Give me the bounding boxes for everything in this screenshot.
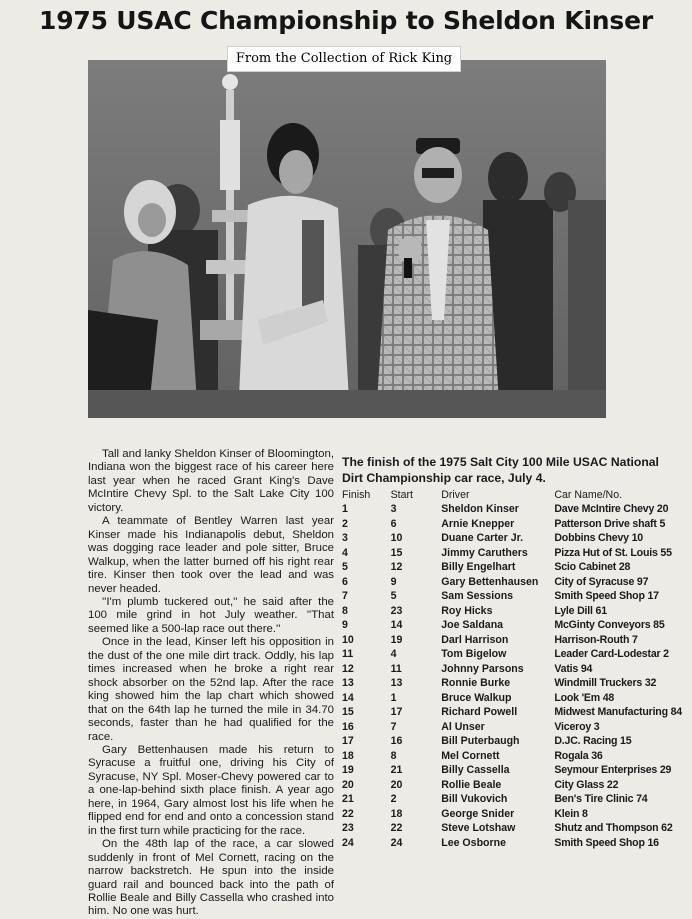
car-name: Lyle Dill 61 [554, 604, 607, 617]
article-paragraph: ''I'm plumb tuckered out,'' he said after the 100 mile grind in hot July weather. ''That seemed like a 500-lap race out there.'' [88, 595, 334, 635]
driver-name: Duane Carter Jr. [441, 532, 524, 545]
finish-position: 19 [342, 764, 354, 777]
driver-name: Rollie Beale [441, 778, 502, 791]
results-table-body [342, 502, 682, 850]
table-row [342, 821, 682, 836]
driver-name: Billy Cassella [441, 764, 510, 777]
car-name: Leader Card-Lodestar 2 [554, 648, 669, 661]
start-position: 20 [390, 778, 403, 791]
start-position: 21 [390, 764, 403, 777]
table-row [342, 647, 682, 662]
victory-lane-photo [88, 60, 606, 418]
start-position: 24 [390, 836, 403, 849]
start-position: 8 [390, 749, 397, 762]
start-position: 19 [390, 633, 403, 646]
finish-position: 20 [342, 778, 354, 791]
table-row [342, 734, 682, 749]
car-name: McGinty Conveyors 85 [554, 619, 665, 632]
car-name: Dave McIntire Chevy 20 [554, 503, 669, 516]
start-position: 11 [390, 662, 402, 675]
table-row [342, 633, 682, 648]
start-position: 14 [390, 619, 403, 632]
column-header-finish: Finish [342, 489, 371, 501]
results-header-row [342, 488, 682, 502]
table-row [342, 662, 682, 677]
start-position: 3 [390, 503, 397, 516]
article-paragraph: A teammate of Bentley Warren last year Kinser made his Indianapolis debut, Sheldon was dogging race leader and pole sitter, Bruce Walkup, when the latter burned off his right rear tire. Kinser then took over the lead and was never headed. [88, 515, 334, 595]
table-row [342, 705, 682, 720]
table-row [342, 575, 682, 590]
page-headline: 1975 USAC Championship to Sheldon Kinser [39, 6, 653, 35]
table-row [342, 792, 682, 807]
car-name: Windmill Truckers 32 [554, 677, 657, 690]
table-row [342, 546, 682, 561]
driver-name: Richard Powell [441, 706, 518, 719]
race-results [342, 455, 682, 850]
car-name: D.JC. Racing 15 [554, 735, 632, 748]
finish-position: 16 [342, 720, 354, 733]
finish-position: 13 [342, 677, 354, 690]
finish-position: 17 [342, 735, 354, 748]
finish-position: 6 [342, 575, 348, 588]
car-name: Rogala 36 [554, 749, 603, 762]
article-body [88, 448, 334, 919]
photo-illustration [88, 60, 606, 418]
car-name: Midwest Manufacturing 84 [554, 706, 682, 719]
driver-name: Arnie Knepper [441, 517, 515, 530]
car-name: Klein 8 [554, 807, 588, 820]
car-name: Viceroy 3 [554, 720, 600, 733]
photo-credit-caption: From the Collection of Rick King [227, 46, 461, 72]
start-position: 12 [390, 561, 403, 574]
table-row [342, 560, 682, 575]
driver-name: Lee Osborne [441, 836, 506, 849]
car-name: Scio Cabinet 28 [554, 561, 631, 574]
car-name: Look 'Em 48 [554, 691, 615, 704]
finish-position: 1 [342, 503, 348, 516]
start-position: 15 [390, 546, 403, 559]
driver-name: Sam Sessions [441, 590, 514, 603]
car-name: City of Syracuse 97 [554, 575, 649, 588]
article-paragraph: Once in the lead, Kinser left his opposition in the dust of the one mile dirt track. Oddly, his lap times increased when he broke a right rear shock absorber on the 52nd lap. After the race king showed him the lap chart which showed that on the 64th lap he turned the mile in 34.70 seconds, faster than he had qualified for the race. [88, 636, 334, 743]
start-position: 22 [390, 822, 403, 835]
start-position: 16 [390, 735, 403, 748]
driver-name: Gary Bettenhausen [441, 575, 539, 588]
results-title: The finish of the 1975 Salt City 100 Mile USAC National Dirt Championship car race, July 4. [342, 455, 659, 485]
table-row [342, 517, 682, 532]
driver-name: Jimmy Caruthers [441, 546, 528, 559]
table-row [342, 763, 682, 778]
article-paragraph: Gary Bettenhausen made his return to Syracuse a fruitful one, driving his City of Syracuse, NY Spl. Moser-Chevy powered car to a one-lap-behind sixth place finish. A year ago here, in 1964, Gary almost lost his life when he flipped end for end and onto a concession stand in the first turn while practicing for the race. [88, 743, 334, 837]
start-position: 5 [390, 590, 397, 603]
table-row [342, 502, 682, 517]
finish-position: 5 [342, 561, 348, 574]
finish-position: 3 [342, 532, 348, 545]
column-header-car: Car Name/No. [554, 489, 623, 501]
driver-name: Darl Harrison [441, 633, 509, 646]
table-row [342, 589, 682, 604]
finish-position: 21 [342, 793, 354, 806]
car-name: Dobbins Chevy 10 [554, 532, 643, 545]
driver-name: Johnny Parsons [441, 662, 524, 675]
article-paragraph: Tall and lanky Sheldon Kinser of Bloomington, Indiana won the biggest race of his career here last year when he raced Grant King's Dave McIntire Chevy Spl. to the Salt Lake City 100 victory. [88, 448, 334, 514]
finish-position: 18 [342, 749, 354, 762]
finish-position: 9 [342, 619, 348, 632]
start-position: 17 [390, 706, 403, 719]
finish-position: 24 [342, 836, 354, 849]
start-position: 23 [390, 604, 403, 617]
column-header-driver: Driver [441, 489, 470, 501]
table-row [342, 691, 682, 706]
finish-position: 14 [342, 691, 354, 704]
table-row [342, 836, 682, 851]
car-name: City Glass 22 [554, 778, 619, 791]
driver-name: George Snider [441, 807, 515, 820]
driver-name: Tom Bigelow [441, 648, 507, 661]
finish-position: 22 [342, 807, 354, 820]
finish-position: 10 [342, 633, 354, 646]
finish-position: 8 [342, 604, 348, 617]
start-position: 6 [390, 517, 397, 530]
car-name: Ben's Tire Clinic 74 [554, 793, 648, 806]
finish-position: 4 [342, 546, 348, 559]
finish-position: 11 [342, 648, 354, 661]
table-row [342, 531, 682, 546]
table-row [342, 676, 682, 691]
table-row [342, 618, 682, 633]
car-name: Smith Speed Shop 16 [554, 836, 659, 849]
finish-position: 12 [342, 662, 354, 675]
finish-position: 15 [342, 706, 354, 719]
driver-name: Billy Engelhart [441, 561, 516, 574]
driver-name: Al Unser [441, 720, 485, 733]
car-name: Seymour Enterprises 29 [554, 764, 672, 777]
driver-name: Ronnie Burke [441, 677, 511, 690]
finish-position: 7 [342, 590, 348, 603]
table-row [342, 778, 682, 793]
car-name: Smith Speed Shop 17 [554, 590, 659, 603]
driver-name: Sheldon Kinser [441, 503, 519, 516]
finish-position: 23 [342, 822, 354, 835]
article-paragraph: On the 48th lap of the race, a car slowed suddenly in front of Mel Cornett, racing on the narrow backstretch. He spun into the inside guard rail and bounced back into the path of Rollie Beale and Billy Cassella who crashed into him. No one was hurt. [88, 838, 334, 918]
driver-name: Bill Puterbaugh [441, 735, 520, 748]
driver-name: Bill Vukovich [441, 793, 508, 806]
car-name: Harrison-Routh 7 [554, 633, 638, 646]
start-position: 13 [390, 677, 403, 690]
car-name: Shutz and Thompson 62 [554, 822, 673, 835]
table-row [342, 807, 682, 822]
table-row [342, 720, 682, 735]
start-position: 2 [390, 793, 397, 806]
start-position: 10 [390, 532, 403, 545]
driver-name: Mel Cornett [441, 749, 500, 762]
column-header-start: Start [390, 489, 413, 501]
car-name: Patterson Drive shaft 5 [554, 517, 666, 530]
start-position: 1 [390, 691, 397, 704]
car-name: Pizza Hut of St. Louis 55 [554, 546, 672, 559]
table-row [342, 749, 682, 764]
car-name: Vatis 94 [554, 662, 593, 675]
start-position: 9 [390, 575, 397, 588]
start-position: 7 [390, 720, 397, 733]
results-table [342, 488, 682, 850]
start-position: 18 [390, 807, 403, 820]
finish-position: 2 [342, 517, 348, 530]
driver-name: Steve Lotshaw [441, 822, 516, 835]
start-position: 4 [390, 648, 397, 661]
driver-name: Joe Saldana [441, 619, 504, 632]
table-row [342, 604, 682, 619]
driver-name: Roy Hicks [441, 604, 493, 617]
driver-name: Bruce Walkup [441, 691, 512, 704]
